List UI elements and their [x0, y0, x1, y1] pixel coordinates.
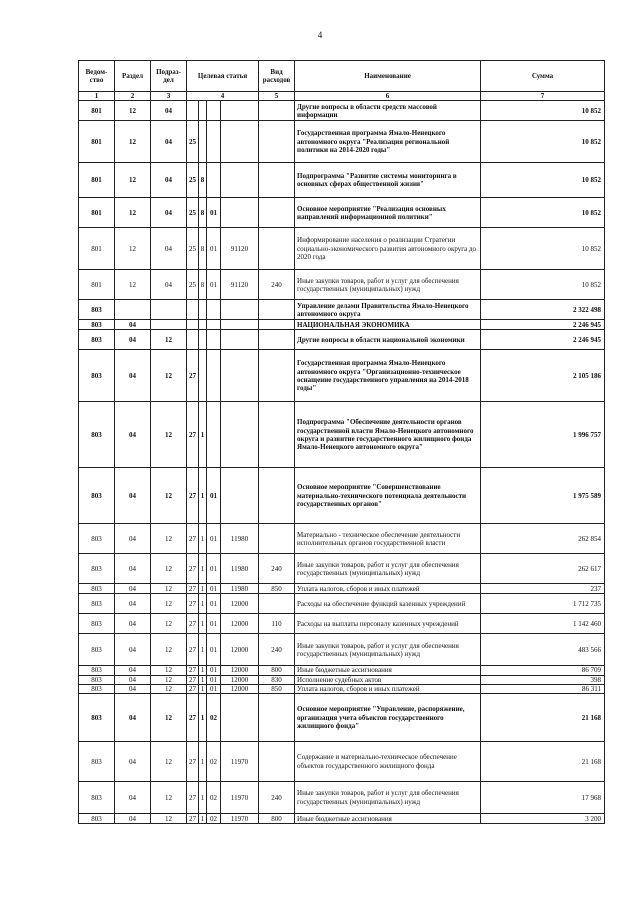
cell-podrazdel: 12 — [151, 594, 187, 614]
cell-subprogram: 8 — [199, 228, 207, 270]
cell-podrazdel: 12 — [151, 584, 187, 594]
header-row — [79, 61, 605, 92]
cell-subprogram: 1 — [199, 814, 207, 824]
budget-table — [78, 60, 605, 824]
cell-event: 02 — [207, 742, 221, 782]
cell-razdel: 12 — [115, 121, 151, 163]
cell-podrazdel: 04 — [151, 163, 187, 198]
cell-podrazdel: 12 — [151, 694, 187, 742]
cell-ved: 803 — [79, 684, 115, 693]
cell-ved: 801 — [79, 228, 115, 270]
cell-program: 27 — [187, 584, 199, 594]
cell-subprogram: 1 — [199, 614, 207, 634]
table-row — [79, 121, 605, 163]
index-cell: 2 — [115, 92, 151, 101]
cell-vid: 240 — [259, 554, 295, 584]
cell-sum: 10 852 — [481, 198, 605, 228]
cell-name: Уплата налогов, сборов и иных платежей — [295, 584, 481, 594]
cell-razdel — [115, 300, 151, 320]
cell-podrazdel: 12 — [151, 330, 187, 350]
cell-sum: 21 168 — [481, 742, 605, 782]
cell-ved: 803 — [79, 594, 115, 614]
cell-podrazdel: 04 — [151, 270, 187, 300]
cell-razdel: 04 — [115, 320, 151, 330]
cell-vid — [259, 742, 295, 782]
cell-ved: 803 — [79, 402, 115, 468]
cell-subprogram — [199, 101, 207, 121]
cell-program: 27 — [187, 666, 199, 675]
table-row — [79, 101, 605, 121]
cell-ved: 801 — [79, 121, 115, 163]
index-cell: 1 — [79, 92, 115, 101]
cell-direction — [221, 694, 259, 742]
cell-vid: 240 — [259, 634, 295, 666]
cell-ved: 801 — [79, 198, 115, 228]
cell-program: 27 — [187, 594, 199, 614]
index-cell: 4 — [187, 92, 259, 101]
cell-sum: 1 996 757 — [481, 402, 605, 468]
cell-razdel: 04 — [115, 350, 151, 402]
table-row — [79, 814, 605, 824]
cell-direction — [221, 320, 259, 330]
cell-ved: 803 — [79, 350, 115, 402]
cell-direction: 12000 — [221, 614, 259, 634]
cell-sum: 237 — [481, 584, 605, 594]
cell-sum: 10 852 — [481, 121, 605, 163]
cell-vid — [259, 121, 295, 163]
cell-direction — [221, 468, 259, 524]
header-name: Наименование — [295, 61, 481, 92]
cell-sum: 86 709 — [481, 666, 605, 675]
cell-event: 01 — [207, 634, 221, 666]
cell-name: Подпрограмма "Развитие системы мониторинга в основных сферах общественной жизни" — [295, 163, 481, 198]
cell-podrazdel: 12 — [151, 634, 187, 666]
cell-razdel: 04 — [115, 684, 151, 693]
cell-name: Исполнение судебных актов — [295, 675, 481, 684]
cell-direction — [221, 101, 259, 121]
cell-vid — [259, 402, 295, 468]
table-row — [79, 198, 605, 228]
table-row — [79, 675, 605, 684]
cell-sum: 2 322 498 — [481, 300, 605, 320]
cell-name: НАЦИОНАЛЬНАЯ ЭКОНОМИКА — [295, 320, 481, 330]
table-row — [79, 584, 605, 594]
cell-ved: 803 — [79, 814, 115, 824]
table-row — [79, 684, 605, 693]
cell-direction: 11980 — [221, 524, 259, 554]
table-row — [79, 634, 605, 666]
cell-ved: 803 — [79, 675, 115, 684]
index-cell: 6 — [295, 92, 481, 101]
cell-event: 02 — [207, 694, 221, 742]
cell-vid: 830 — [259, 675, 295, 684]
cell-vid: 850 — [259, 684, 295, 693]
cell-sum: 1 712 735 — [481, 594, 605, 614]
cell-subprogram — [199, 300, 207, 320]
cell-sum: 262 617 — [481, 554, 605, 584]
cell-ved: 803 — [79, 742, 115, 782]
cell-name: Расходы на выплаты персоналу казенных учреждений — [295, 614, 481, 634]
cell-name: Содержание и материально-техническое обеспечение объектов государственного жилищного фонда — [295, 742, 481, 782]
cell-podrazdel: 04 — [151, 228, 187, 270]
cell-razdel: 12 — [115, 228, 151, 270]
cell-event: 01 — [207, 228, 221, 270]
cell-podrazdel: 04 — [151, 101, 187, 121]
cell-event — [207, 101, 221, 121]
table-row — [79, 742, 605, 782]
cell-direction — [221, 330, 259, 350]
cell-razdel: 12 — [115, 101, 151, 121]
cell-ved: 803 — [79, 524, 115, 554]
cell-name: Подпрограмма "Обеспечение деятельности органов государственной власти Ямало-Ненецкого автономного округа и развитие государственного жилищного фонда Ямало-Ненецкого автономного округа" — [295, 402, 481, 468]
index-cell: 7 — [481, 92, 605, 101]
table-row — [79, 782, 605, 814]
cell-ved: 803 — [79, 300, 115, 320]
cell-event: 01 — [207, 270, 221, 300]
cell-podrazdel — [151, 300, 187, 320]
cell-event: 02 — [207, 814, 221, 824]
cell-subprogram: 1 — [199, 666, 207, 675]
cell-name: Иные бюджетные ассигнования — [295, 666, 481, 675]
cell-razdel: 04 — [115, 675, 151, 684]
cell-event: 01 — [207, 468, 221, 524]
table-row — [79, 163, 605, 198]
cell-program: 27 — [187, 782, 199, 814]
cell-event: 02 — [207, 782, 221, 814]
cell-razdel: 04 — [115, 666, 151, 675]
cell-vid — [259, 350, 295, 402]
cell-subprogram: 1 — [199, 402, 207, 468]
table-row — [79, 300, 605, 320]
cell-podrazdel: 12 — [151, 782, 187, 814]
cell-vid — [259, 330, 295, 350]
cell-podrazdel: 12 — [151, 684, 187, 693]
cell-vid: 110 — [259, 614, 295, 634]
cell-podrazdel: 12 — [151, 350, 187, 402]
cell-direction — [221, 198, 259, 228]
table-row — [79, 228, 605, 270]
cell-subprogram — [199, 330, 207, 350]
header-podrazdel: Подраз-дел — [151, 61, 187, 92]
cell-podrazdel — [151, 320, 187, 330]
cell-vid — [259, 468, 295, 524]
cell-event — [207, 402, 221, 468]
cell-sum: 10 852 — [481, 228, 605, 270]
cell-ved: 801 — [79, 270, 115, 300]
cell-ved: 803 — [79, 634, 115, 666]
cell-program — [187, 101, 199, 121]
cell-sum: 1 975 589 — [481, 468, 605, 524]
cell-name: Другие вопросы в области средств массовой информации — [295, 101, 481, 121]
cell-subprogram — [199, 320, 207, 330]
cell-direction: 12000 — [221, 675, 259, 684]
table-row — [79, 320, 605, 330]
cell-subprogram: 1 — [199, 742, 207, 782]
cell-direction: 12000 — [221, 594, 259, 614]
cell-direction — [221, 402, 259, 468]
cell-podrazdel: 12 — [151, 614, 187, 634]
cell-name: Материально - техническое обеспечение деятельности исполнительных органов государственной власти — [295, 524, 481, 554]
cell-program: 25 — [187, 163, 199, 198]
cell-ved: 803 — [79, 554, 115, 584]
cell-ved: 803 — [79, 782, 115, 814]
table-row — [79, 270, 605, 300]
cell-vid — [259, 163, 295, 198]
cell-name: Другие вопросы в области национальной экономики — [295, 330, 481, 350]
cell-direction: 11970 — [221, 742, 259, 782]
cell-subprogram: 8 — [199, 270, 207, 300]
cell-name: Иные закупки товаров, работ и услуг для обеспечения государственных (муниципальных) нужд — [295, 782, 481, 814]
cell-ved: 803 — [79, 614, 115, 634]
cell-direction: 91120 — [221, 228, 259, 270]
cell-subprogram: 8 — [199, 198, 207, 228]
cell-event — [207, 350, 221, 402]
cell-razdel: 04 — [115, 614, 151, 634]
header-razdel: Раздел — [115, 61, 151, 92]
cell-name: Основное мероприятие "Реализация основных направлений информационной политики" — [295, 198, 481, 228]
cell-name: Расходы на обеспечение функций казенных учреждений — [295, 594, 481, 614]
cell-subprogram: 1 — [199, 684, 207, 693]
cell-podrazdel: 04 — [151, 121, 187, 163]
cell-name: Управление делами Правительства Ямало-Ненецкого автономного округа — [295, 300, 481, 320]
cell-subprogram: 1 — [199, 694, 207, 742]
cell-program: 27 — [187, 614, 199, 634]
table-row — [79, 594, 605, 614]
cell-program — [187, 330, 199, 350]
cell-event: 01 — [207, 524, 221, 554]
cell-subprogram: 8 — [199, 163, 207, 198]
page-number: 4 — [317, 30, 323, 40]
cell-event: 01 — [207, 684, 221, 693]
header-target: Целевая статья — [187, 61, 259, 92]
cell-vid — [259, 228, 295, 270]
cell-podrazdel: 12 — [151, 468, 187, 524]
cell-podrazdel: 12 — [151, 666, 187, 675]
header-sum: Сумма — [481, 61, 605, 92]
index-cell: 5 — [259, 92, 295, 101]
cell-event: 01 — [207, 554, 221, 584]
cell-subprogram — [199, 350, 207, 402]
header-vid: Вид расходов — [259, 61, 295, 92]
cell-name: Основное мероприятие "Совершенствование материально-технического потенциала деятельности государственных органов" — [295, 468, 481, 524]
cell-name: Иные бюджетные ассигнования — [295, 814, 481, 824]
cell-name: Информирование населения о реализации Стратегии социально-экономического развития автономного округа до 2020 года — [295, 228, 481, 270]
cell-sum: 10 852 — [481, 270, 605, 300]
cell-razdel: 04 — [115, 694, 151, 742]
cell-direction: 12000 — [221, 666, 259, 675]
cell-name: Иные закупки товаров, работ и услуг для обеспечения государственных (муниципальных) нужд — [295, 270, 481, 300]
cell-direction: 11980 — [221, 554, 259, 584]
cell-event — [207, 320, 221, 330]
cell-program: 27 — [187, 350, 199, 402]
cell-event — [207, 330, 221, 350]
cell-direction: 91120 — [221, 270, 259, 300]
table-row — [79, 350, 605, 402]
cell-podrazdel: 12 — [151, 742, 187, 782]
cell-subprogram: 1 — [199, 634, 207, 666]
cell-name: Государственная программа Ямало-Ненецкого автономного округа "Реализация региональной политики на 2014-2020 годы" — [295, 121, 481, 163]
cell-vid — [259, 320, 295, 330]
table-row — [79, 402, 605, 468]
cell-program: 27 — [187, 675, 199, 684]
cell-event — [207, 163, 221, 198]
cell-program: 27 — [187, 694, 199, 742]
table-row — [79, 524, 605, 554]
cell-sum: 10 852 — [481, 163, 605, 198]
cell-vid — [259, 101, 295, 121]
cell-podrazdel: 12 — [151, 675, 187, 684]
cell-vid: 240 — [259, 782, 295, 814]
cell-vid — [259, 594, 295, 614]
cell-ved: 803 — [79, 330, 115, 350]
cell-event — [207, 121, 221, 163]
index-cell: 3 — [151, 92, 187, 101]
cell-direction: 12000 — [221, 634, 259, 666]
cell-subprogram: 1 — [199, 675, 207, 684]
cell-event: 01 — [207, 594, 221, 614]
cell-podrazdel: 12 — [151, 402, 187, 468]
cell-vid — [259, 694, 295, 742]
table-row — [79, 614, 605, 634]
table-row — [79, 694, 605, 742]
cell-direction: 11980 — [221, 584, 259, 594]
cell-direction: 11970 — [221, 782, 259, 814]
cell-ved: 801 — [79, 163, 115, 198]
table-row — [79, 468, 605, 524]
cell-sum: 21 168 — [481, 694, 605, 742]
cell-razdel: 04 — [115, 554, 151, 584]
cell-direction: 12000 — [221, 684, 259, 693]
cell-ved: 801 — [79, 101, 115, 121]
cell-razdel: 04 — [115, 402, 151, 468]
cell-program: 25 — [187, 270, 199, 300]
cell-podrazdel: 12 — [151, 814, 187, 824]
table-row — [79, 330, 605, 350]
cell-vid — [259, 198, 295, 228]
cell-sum: 3 200 — [481, 814, 605, 824]
cell-sum: 1 142 460 — [481, 614, 605, 634]
cell-subprogram: 1 — [199, 554, 207, 584]
cell-event: 01 — [207, 198, 221, 228]
cell-event: 01 — [207, 666, 221, 675]
cell-event — [207, 300, 221, 320]
cell-direction — [221, 163, 259, 198]
cell-program: 25 — [187, 121, 199, 163]
cell-program: 27 — [187, 814, 199, 824]
cell-razdel: 04 — [115, 594, 151, 614]
cell-direction — [221, 300, 259, 320]
cell-name: Уплата налогов, сборов и иных платежей — [295, 684, 481, 693]
cell-subprogram: 1 — [199, 584, 207, 594]
table-row — [79, 554, 605, 584]
cell-program: 25 — [187, 198, 199, 228]
cell-vid — [259, 524, 295, 554]
cell-subprogram: 1 — [199, 594, 207, 614]
cell-subprogram: 1 — [199, 524, 207, 554]
cell-vid: 800 — [259, 666, 295, 675]
cell-razdel: 04 — [115, 330, 151, 350]
cell-podrazdel: 12 — [151, 554, 187, 584]
cell-ved: 803 — [79, 584, 115, 594]
cell-program: 27 — [187, 684, 199, 693]
cell-sum: 17 968 — [481, 782, 605, 814]
cell-subprogram: 1 — [199, 782, 207, 814]
cell-direction: 11970 — [221, 814, 259, 824]
cell-subprogram — [199, 121, 207, 163]
cell-event: 01 — [207, 584, 221, 594]
cell-program — [187, 300, 199, 320]
cell-vid: 240 — [259, 270, 295, 300]
cell-ved: 803 — [79, 666, 115, 675]
cell-direction — [221, 350, 259, 402]
cell-event: 01 — [207, 614, 221, 634]
cell-program: 27 — [187, 524, 199, 554]
cell-name: Основное мероприятие "Управление, распоряжение, организация учета объектов государственного жилищного фонда" — [295, 694, 481, 742]
cell-name: Иные закупки товаров, работ и услуг для обеспечения государственных (муниципальных) нужд — [295, 634, 481, 666]
header-ved: Ведом-ство — [79, 61, 115, 92]
cell-sum: 10 852 — [481, 101, 605, 121]
cell-podrazdel: 12 — [151, 524, 187, 554]
cell-ved: 803 — [79, 468, 115, 524]
cell-program: 27 — [187, 468, 199, 524]
cell-sum: 262 854 — [481, 524, 605, 554]
cell-program: 27 — [187, 634, 199, 666]
cell-program — [187, 320, 199, 330]
cell-ved: 803 — [79, 320, 115, 330]
cell-ved: 803 — [79, 694, 115, 742]
cell-name: Государственная программа Ямало-Ненецкого автономного округа "Организационно-техническое оснащение государственного управления на 2014-2018 годы" — [295, 350, 481, 402]
cell-program: 27 — [187, 742, 199, 782]
cell-razdel: 12 — [115, 270, 151, 300]
cell-subprogram: 1 — [199, 468, 207, 524]
cell-program: 25 — [187, 228, 199, 270]
cell-razdel: 04 — [115, 782, 151, 814]
cell-vid: 850 — [259, 584, 295, 594]
cell-razdel: 12 — [115, 163, 151, 198]
cell-direction — [221, 121, 259, 163]
cell-vid — [259, 300, 295, 320]
cell-razdel: 04 — [115, 742, 151, 782]
cell-podrazdel: 04 — [151, 198, 187, 228]
cell-sum: 86 311 — [481, 684, 605, 693]
cell-name: Иные закупки товаров, работ и услуг для обеспечения государственных (муниципальных) нужд — [295, 554, 481, 584]
cell-sum: 2 246 945 — [481, 330, 605, 350]
cell-razdel: 04 — [115, 468, 151, 524]
cell-razdel: 04 — [115, 524, 151, 554]
cell-event: 01 — [207, 675, 221, 684]
table-row — [79, 666, 605, 675]
cell-program: 27 — [187, 554, 199, 584]
cell-vid: 800 — [259, 814, 295, 824]
cell-razdel: 04 — [115, 814, 151, 824]
cell-sum: 398 — [481, 675, 605, 684]
cell-sum: 2 246 945 — [481, 320, 605, 330]
cell-razdel: 04 — [115, 634, 151, 666]
cell-sum: 2 105 186 — [481, 350, 605, 402]
cell-razdel: 12 — [115, 198, 151, 228]
cell-razdel: 04 — [115, 584, 151, 594]
cell-program: 27 — [187, 402, 199, 468]
cell-sum: 483 566 — [481, 634, 605, 666]
index-row — [79, 92, 605, 101]
